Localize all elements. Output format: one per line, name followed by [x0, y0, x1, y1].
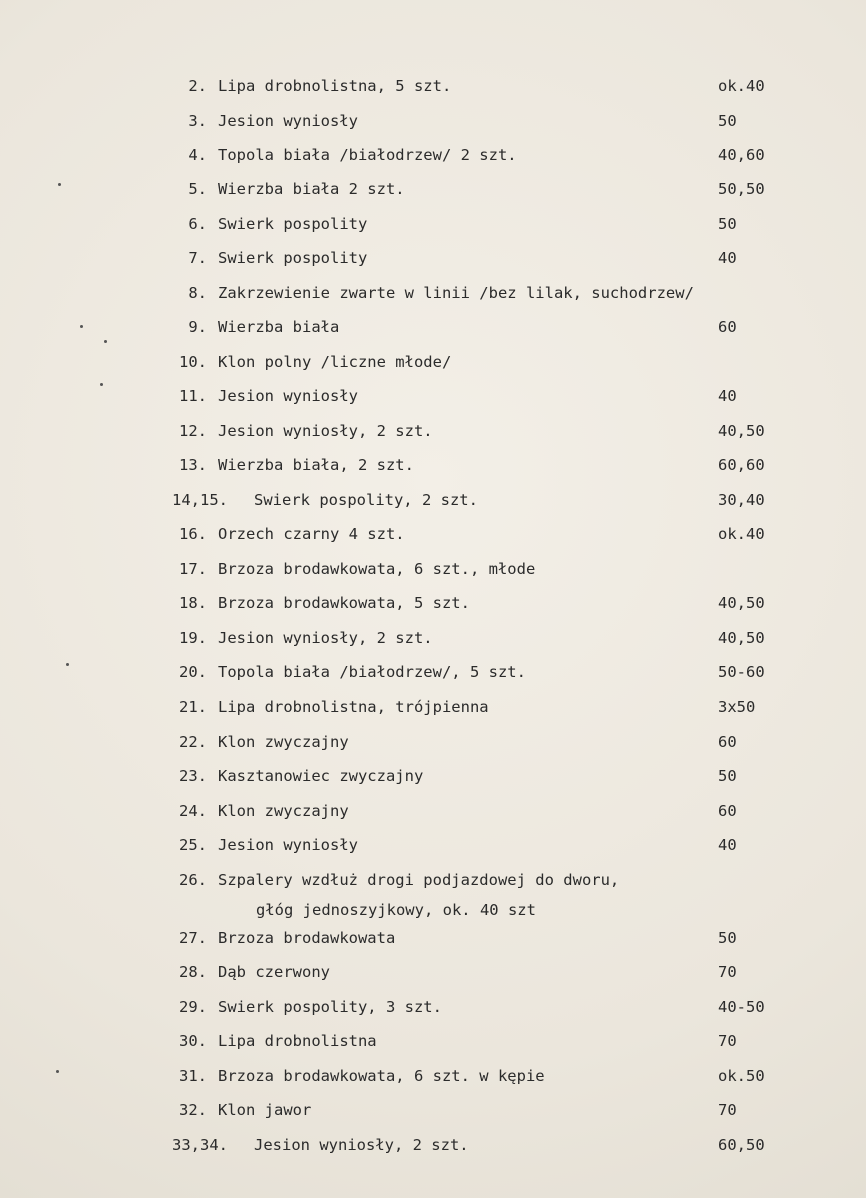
item-number: 17.	[179, 560, 207, 578]
item-description: Dąb czerwony	[218, 963, 330, 981]
item-diameter: 3x50	[718, 698, 756, 716]
list-item	[0, 1136, 866, 1158]
item-diameter: 50-60	[718, 663, 765, 681]
item-description: Brzoza brodawkowata, 5 szt.	[218, 594, 470, 612]
item-number: 16.	[179, 525, 207, 543]
item-description: Jesion wyniosły, 2 szt.	[218, 422, 433, 440]
list-item	[0, 1032, 866, 1054]
speck	[100, 383, 103, 386]
item-number: 26.	[179, 871, 207, 889]
item-description: Kasztanowiec zwyczajny	[218, 767, 424, 785]
item-description: Szpalery wzdłuż drogi podjazdowej do dworu,	[218, 871, 620, 889]
item-description: Klon zwyczajny	[218, 802, 349, 820]
item-number: 7.	[188, 249, 207, 267]
list-item	[0, 1067, 866, 1089]
item-diameter: 60,50	[718, 1136, 765, 1154]
item-number: 25.	[179, 836, 207, 854]
item-diameter: 60,60	[718, 456, 765, 474]
item-description: Jesion wyniosły, 2 szt.	[218, 629, 433, 647]
item-number: 32.	[179, 1101, 207, 1119]
item-number: 33,34.	[172, 1136, 228, 1154]
item-diameter: 60	[718, 318, 737, 336]
item-diameter: 60	[718, 802, 737, 820]
item-number: 3.	[188, 112, 207, 130]
item-number: 31.	[179, 1067, 207, 1085]
list-item	[0, 387, 866, 409]
item-number: 20.	[179, 663, 207, 681]
list-item	[0, 146, 866, 168]
item-description: Jesion wyniosły	[218, 836, 358, 854]
list-item	[0, 929, 866, 951]
item-number: 8.	[188, 284, 207, 302]
item-diameter: 70	[718, 1101, 737, 1119]
list-item	[0, 871, 866, 919]
item-diameter: 40,50	[718, 629, 765, 647]
speck	[104, 340, 107, 343]
list-item	[0, 456, 866, 478]
item-number: 2.	[188, 77, 207, 95]
item-description: Wierzba biała 2 szt.	[218, 180, 405, 198]
item-description: Wierzba biała	[218, 318, 340, 336]
item-description: Wierzba biała, 2 szt.	[218, 456, 414, 474]
item-diameter: 40	[718, 387, 737, 405]
item-diameter: 40,60	[718, 146, 765, 164]
item-diameter: 40,50	[718, 594, 765, 612]
item-description: Topola biała /białodrzew/, 5 szt.	[218, 663, 526, 681]
item-number: 28.	[179, 963, 207, 981]
list-item	[0, 77, 866, 99]
item-description: Swierk pospolity, 2 szt.	[254, 491, 478, 509]
item-number: 12.	[179, 422, 207, 440]
item-description: Klon zwyczajny	[218, 733, 349, 751]
item-description: Orzech czarny 4 szt.	[218, 525, 405, 543]
item-description: Swierk pospolity	[218, 249, 368, 267]
item-description: Lipa drobnolistna	[218, 1032, 377, 1050]
item-diameter: 50	[718, 929, 737, 947]
item-description: Lipa drobnolistna, trójpienna	[218, 698, 489, 716]
item-diameter: 40,50	[718, 422, 765, 440]
list-item	[0, 560, 866, 582]
list-item	[0, 1101, 866, 1123]
item-number: 23.	[179, 767, 207, 785]
list-item	[0, 112, 866, 134]
list-item	[0, 733, 866, 755]
list-item	[0, 963, 866, 985]
item-description: Jesion wyniosły, 2 szt.	[254, 1136, 469, 1154]
item-diameter: 30,40	[718, 491, 765, 509]
list-item	[0, 767, 866, 789]
item-number: 27.	[179, 929, 207, 947]
item-description: Topola biała /białodrzew/ 2 szt.	[218, 146, 517, 164]
item-number: 19.	[179, 629, 207, 647]
list-item	[0, 998, 866, 1020]
item-description: Klon jawor	[218, 1101, 312, 1119]
item-description: Swierk pospolity, 3 szt.	[218, 998, 442, 1016]
list-item	[0, 802, 866, 824]
item-number: 11.	[179, 387, 207, 405]
list-item	[0, 629, 866, 651]
list-item	[0, 180, 866, 202]
item-diameter: 70	[718, 963, 737, 981]
list-item	[0, 698, 866, 720]
item-number: 14,15.	[172, 491, 228, 509]
item-diameter: ok.50	[718, 1067, 765, 1085]
item-number: 29.	[179, 998, 207, 1016]
item-diameter: ok.40	[718, 77, 765, 95]
item-description: Klon polny /liczne młode/	[218, 353, 452, 371]
item-diameter: 60	[718, 733, 737, 751]
item-diameter: 50	[718, 215, 737, 233]
list-item	[0, 318, 866, 340]
item-description: Brzoza brodawkowata, 6 szt., młode	[218, 560, 536, 578]
item-number: 13.	[179, 456, 207, 474]
list-item	[0, 594, 866, 616]
item-number: 6.	[188, 215, 207, 233]
item-description: Zakrzewienie zwarte w linii /bez lilak, suchodrzew/	[218, 284, 694, 302]
list-item	[0, 353, 866, 375]
item-diameter: 40-50	[718, 998, 765, 1016]
list-item	[0, 249, 866, 271]
list-item	[0, 663, 866, 685]
item-description-continued: głóg jednoszyjkowy, ok. 40 szt	[256, 901, 536, 919]
item-description: Brzoza brodawkowata	[218, 929, 396, 947]
item-number: 4.	[188, 146, 207, 164]
item-diameter: ok.40	[718, 525, 765, 543]
item-diameter: 70	[718, 1032, 737, 1050]
item-number: 24.	[179, 802, 207, 820]
list-item	[0, 284, 866, 306]
item-description: Jesion wyniosły	[218, 387, 358, 405]
item-number: 10.	[179, 353, 207, 371]
item-description: Jesion wyniosły	[218, 112, 358, 130]
list-item	[0, 215, 866, 237]
item-number: 22.	[179, 733, 207, 751]
item-description: Brzoza brodawkowata, 6 szt. w kępie	[218, 1067, 545, 1085]
item-diameter: 40	[718, 249, 737, 267]
list-item	[0, 422, 866, 444]
item-number: 5.	[188, 180, 207, 198]
item-number: 18.	[179, 594, 207, 612]
item-description: Lipa drobnolistna, 5 szt.	[218, 77, 452, 95]
item-description: Swierk pospolity	[218, 215, 368, 233]
item-number: 30.	[179, 1032, 207, 1050]
item-diameter: 50	[718, 767, 737, 785]
item-number: 9.	[188, 318, 207, 336]
item-diameter: 50	[718, 112, 737, 130]
list-item	[0, 525, 866, 547]
list-item	[0, 836, 866, 858]
item-diameter: 40	[718, 836, 737, 854]
item-number: 21.	[179, 698, 207, 716]
item-diameter: 50,50	[718, 180, 765, 198]
list-item	[0, 491, 866, 513]
